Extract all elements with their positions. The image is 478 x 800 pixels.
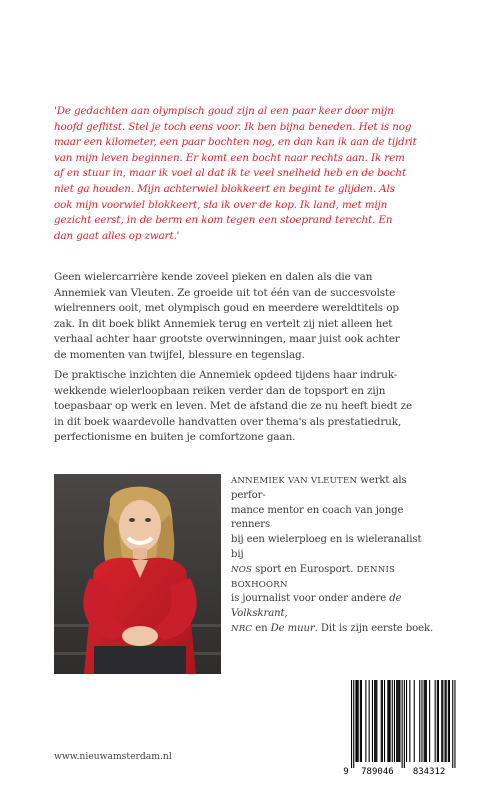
barcode-bar [355, 680, 356, 762]
barcode-bar [406, 680, 407, 762]
barcode-bar [357, 680, 358, 762]
barcode-bar [360, 680, 361, 762]
barcode-bar [396, 680, 397, 762]
quote-line: van mijn leven beginnen. Er komt een bocht naar rechts aan. Ik rem [54, 151, 405, 164]
barcode-bar [369, 680, 370, 762]
barcode-digits: 789046 [361, 767, 394, 777]
barcode-bar [382, 680, 383, 762]
barcode-bar [424, 680, 425, 762]
bio-line [231, 622, 436, 637]
bio-text: . Dit is zijn eerste boek. [314, 622, 434, 634]
barcode-bar [437, 680, 438, 762]
quote-line: dan gaat alles op zwart.' [54, 229, 180, 242]
barcode-bar [435, 680, 436, 762]
paragraph-line: zak. In dit boek blikt Annemiek terug en vertelt zij niet alleen het [54, 317, 393, 330]
quote-line: 'De gedachten aan olympisch goud zijn al een paar keer door mijn [54, 105, 394, 117]
barcode-bar [353, 680, 354, 768]
quote-line: niet ga houden. Mijn achterwiel blokkeert en begint te glijden. Als [54, 182, 395, 195]
publisher-website: www.nieuwamsterdam.nl [54, 751, 172, 762]
barcode-bar [375, 680, 376, 762]
author-photo [54, 474, 221, 674]
isbn-barcode [339, 678, 459, 778]
barcode-bar [448, 680, 449, 762]
quote-line: gezicht eerst, in de berm en kom tegen een stoeprand terecht. En [54, 214, 393, 227]
barcode-bar [398, 680, 399, 762]
coauthor-name: DENNIS BOXHOORN [231, 564, 396, 590]
quote-line: hoofd geflitst. Stel je toch eens voor. Ik ben bijna beneden. Het is nog [54, 120, 412, 133]
intro-paragraph [54, 270, 426, 364]
quote-line: ook mijn voorwiel blokkeert, sla ik over de kop. Ik land, met mijn [54, 198, 388, 211]
barcode-bar [452, 680, 453, 768]
barcode-bar [397, 680, 398, 762]
bio-text: sport en Eurosport. [252, 563, 357, 575]
bio-text: en [252, 622, 271, 634]
nos-reference: NOS [231, 564, 253, 575]
paragraph-line: in dit boek waardevolle handvatten over thema's als prestatiedruk, [54, 415, 402, 428]
barcode-bar [399, 680, 400, 762]
author-portrait-image [54, 474, 221, 674]
barcode-bar [361, 680, 362, 762]
barcode-bar [384, 680, 385, 762]
muur-reference: De muur [270, 622, 315, 634]
barcode-bar [390, 680, 391, 762]
barcode-bar [372, 680, 373, 762]
paragraph-line: verhaal achter haar grootste overwinningen, maar juist ook achter [54, 333, 400, 346]
bio-line [231, 474, 436, 504]
barcode-bar [449, 680, 450, 762]
paragraph-line: de momenten van twijfel, blessure en tegenslag. [54, 348, 305, 361]
paragraph-line: wielrenners ooit, met olympisch goud en meerdere wereldtitels op [54, 302, 399, 315]
barcode-bar [358, 680, 359, 762]
author-name: ANNEMIEK VAN VLEUTEN [231, 476, 358, 486]
barcode-bar [446, 680, 447, 762]
barcode-bar [394, 680, 395, 762]
volkskrant-reference: de Volkskrant, [231, 593, 402, 620]
barcode-bar [365, 680, 366, 762]
barcode-bar [421, 680, 422, 762]
barcode-digits: 834312 [412, 767, 446, 777]
barcode-bar [429, 680, 430, 762]
barcode-bar [438, 680, 439, 762]
quote-line: maar een kilometer, een paar bochten nog, en dan kan ik aan de tijdrit [54, 136, 417, 149]
paragraph-line: Geen wielercarrière kende zoveel pieken en dalen als die van [54, 271, 373, 283]
barcode-bar [445, 680, 446, 762]
bio-line: bij een wielerploeg en is wieleranalist bij [231, 534, 422, 560]
barcode-bar [409, 680, 410, 762]
paragraph-line: wekkende wielerloopbaan reiken verder dan de topsport en zijn [54, 384, 386, 397]
quote-block [54, 104, 426, 244]
barcode-bar [392, 680, 393, 762]
barcode-bar [425, 680, 426, 762]
bio-line [231, 592, 436, 622]
bio-line [231, 563, 436, 593]
barcode-bar [374, 680, 375, 762]
bio-text: werkt als perfor- [231, 475, 407, 501]
barcode-bar [442, 680, 443, 762]
barcode-bar [404, 680, 405, 768]
barcode-bar [376, 680, 377, 762]
paragraph-line: perfectionisme en buiten je comfortzone gaan. [54, 431, 296, 444]
bio-text: is journalist voor onder andere [231, 593, 390, 605]
barcode-bar [414, 680, 415, 762]
quote-line: af en stuur in, maar ik voel al dat ik te veel snelheid heb en de bocht [54, 167, 406, 180]
barcode-bar [388, 680, 389, 762]
author-bio [231, 474, 436, 637]
paragraph-line: Annemiek van Vleuten. Ze groeide uit tot één van de succesvolste [54, 286, 396, 299]
paragraph-line: De praktische inzichten die Annemiek opdeed tijdens haar indruk- [54, 369, 398, 381]
barcode-bar [454, 680, 455, 768]
barcode-graphic [339, 678, 459, 778]
barcode-bar [381, 680, 382, 762]
barcode-bar [426, 680, 427, 762]
barcode-bar [387, 680, 388, 762]
bio-line: mance mentor en coach van jonge renners [231, 504, 404, 531]
barcode-bar [419, 680, 420, 762]
barcode-digits: 9 [343, 767, 349, 777]
barcode-bar [402, 680, 403, 768]
barcode-bar [351, 680, 352, 768]
nrc-reference: NRC [231, 623, 253, 634]
paragraph-line: toepasbaar op werk en leven. Met de afstand die ze nu heeft biedt ze [54, 400, 413, 413]
insights-paragraph [54, 368, 426, 446]
barcode-bar [441, 680, 442, 762]
